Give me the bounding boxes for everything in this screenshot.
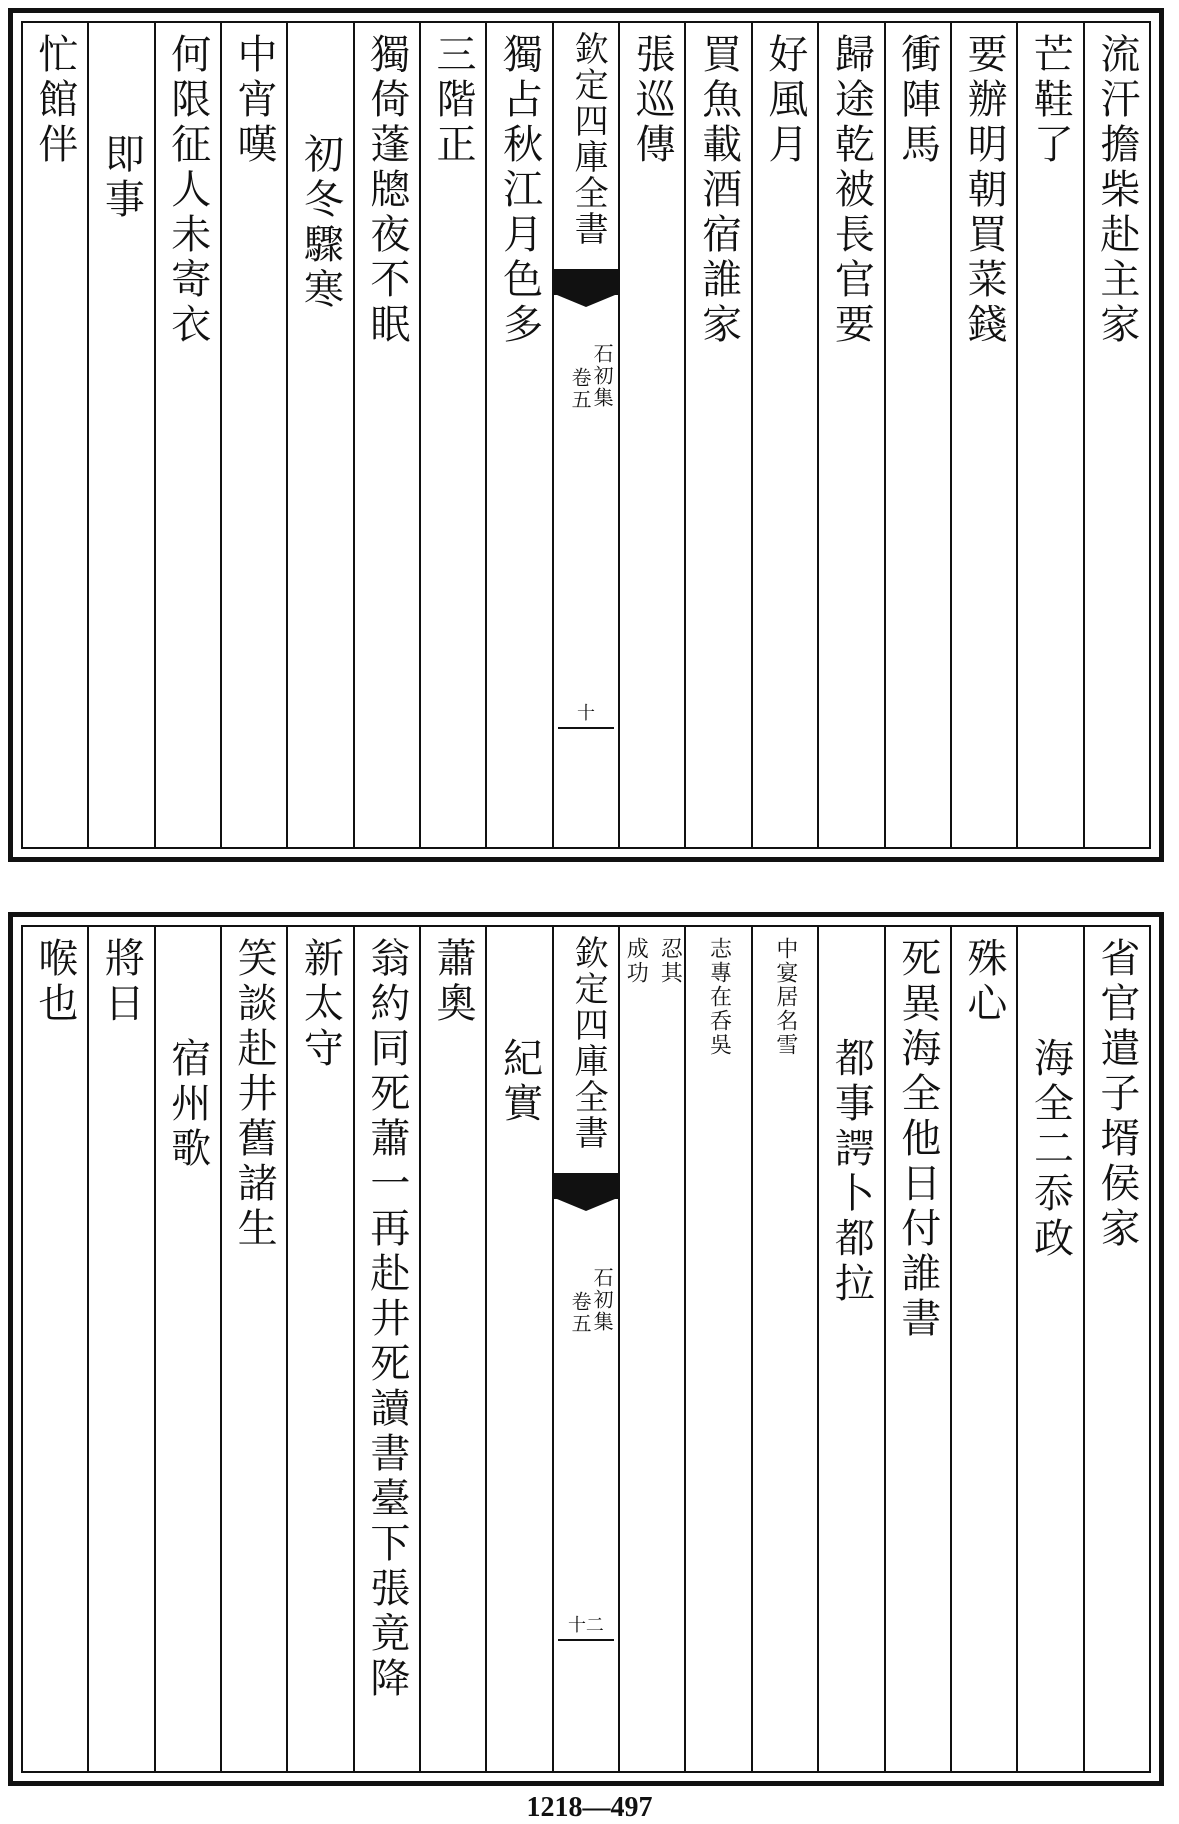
text-column — [485, 927, 551, 1771]
fold-book-title: 石初集 — [590, 1267, 615, 1333]
column-text: 歸途乾被長官要 — [828, 33, 875, 348]
text-column — [220, 23, 286, 847]
text-column — [87, 927, 153, 1771]
column-text: 殊心 — [960, 937, 1007, 1027]
text-column — [353, 23, 419, 847]
column-text: 新太守 — [297, 937, 344, 1072]
annotation: 忍其 — [657, 937, 683, 985]
text-column — [751, 23, 817, 847]
fold-margin — [552, 927, 618, 1771]
text-column — [751, 927, 817, 1771]
column-text — [686, 927, 750, 1771]
text-column — [950, 927, 1016, 1771]
fold-divider — [558, 727, 614, 729]
text-column — [87, 23, 153, 847]
text-column — [286, 927, 352, 1771]
text-column — [1083, 23, 1149, 847]
column-text: 蕭奧 — [430, 937, 477, 1027]
upper-page-frame — [21, 21, 1151, 849]
text-column — [684, 23, 750, 847]
text-column — [154, 927, 220, 1771]
column-text: 好風月 — [761, 33, 808, 168]
poem-title: 初冬驟寒 — [297, 133, 344, 313]
fold-page-number: 十 — [576, 703, 595, 724]
fold-margin — [552, 23, 618, 847]
text-column — [23, 927, 87, 1771]
column-text: 衝陣馬 — [894, 33, 941, 168]
text-column — [684, 927, 750, 1771]
text-column — [353, 927, 419, 1771]
poem-title: 都事諤卜都拉 — [828, 1037, 875, 1307]
annotation: 中宴居名雪 — [772, 937, 798, 1057]
column-text: 何限征人未寄衣 — [164, 33, 211, 348]
poem-title: 即事 — [98, 133, 145, 223]
column-text: 獨倚蓬牕夜不眠 — [363, 33, 410, 348]
text-column — [884, 927, 950, 1771]
column-text: 張巡傳 — [629, 33, 676, 168]
column-text: 忙館伴 — [31, 33, 78, 168]
column-text: 要辦明朝買菜錢 — [961, 33, 1008, 348]
upper-page — [8, 8, 1164, 862]
annotation: 成功 — [623, 937, 649, 985]
text-column — [1016, 23, 1082, 847]
text-column — [485, 23, 551, 847]
fold-title: 欽定四庫全書 — [568, 935, 609, 1151]
column-text: 喉也 — [31, 937, 78, 1027]
column-text — [753, 927, 817, 1771]
poem-title: 紀實 — [496, 1037, 543, 1127]
lower-page-columns — [23, 927, 1149, 1771]
fold-book-title: 石初集 — [590, 343, 615, 409]
annotation: 志專在呑吳 — [706, 937, 732, 1057]
lower-page-frame — [21, 925, 1151, 1773]
text-column — [884, 23, 950, 847]
text-column — [950, 23, 1016, 847]
column-text: 芒鞋了 — [1027, 33, 1074, 168]
text-column — [220, 927, 286, 1771]
fold-title: 欽定四庫全書 — [568, 31, 609, 247]
fold-volume: 卷五 — [568, 367, 593, 411]
column-text: 流汗擔柴赴主家 — [1093, 33, 1140, 348]
text-column — [419, 23, 485, 847]
column-text: 中宵嘆 — [230, 33, 277, 168]
poem-title: 海全二忝政 — [1027, 1037, 1074, 1262]
text-column — [817, 927, 883, 1771]
fishtail-mark — [554, 1173, 618, 1209]
text-column — [286, 23, 352, 847]
text-column — [1016, 927, 1082, 1771]
fishtail-mark — [554, 269, 618, 305]
fold-page-number: 十二 — [567, 1615, 604, 1636]
text-column — [618, 927, 684, 1771]
text-column — [23, 23, 87, 847]
text-column — [1083, 927, 1149, 1771]
column-text: 省官遣子壻侯家 — [1093, 937, 1140, 1252]
column-text: 翁約同死蕭一再赴井死讀書臺下張竟降 — [363, 937, 410, 1702]
text-column — [618, 23, 684, 847]
page-footer-number: 1218—497 — [526, 1792, 653, 1823]
poem-title: 宿州歌 — [164, 1037, 211, 1172]
column-text: 將日 — [98, 937, 145, 1027]
annotation-pair — [620, 927, 684, 985]
column-text: 死異海全他日付誰書 — [894, 937, 941, 1342]
fold-divider — [558, 1639, 614, 1641]
fold-volume: 卷五 — [568, 1291, 593, 1335]
text-column — [817, 23, 883, 847]
text-column — [419, 927, 485, 1771]
column-text: 三階正 — [430, 33, 477, 168]
lower-page — [8, 912, 1164, 1786]
column-text: 獨占秋江月色多 — [496, 33, 543, 348]
text-column — [154, 23, 220, 847]
column-text: 笑談赴井舊諸生 — [231, 937, 278, 1252]
upper-page-columns — [23, 23, 1149, 847]
column-text: 買魚載酒宿誰家 — [695, 33, 742, 348]
